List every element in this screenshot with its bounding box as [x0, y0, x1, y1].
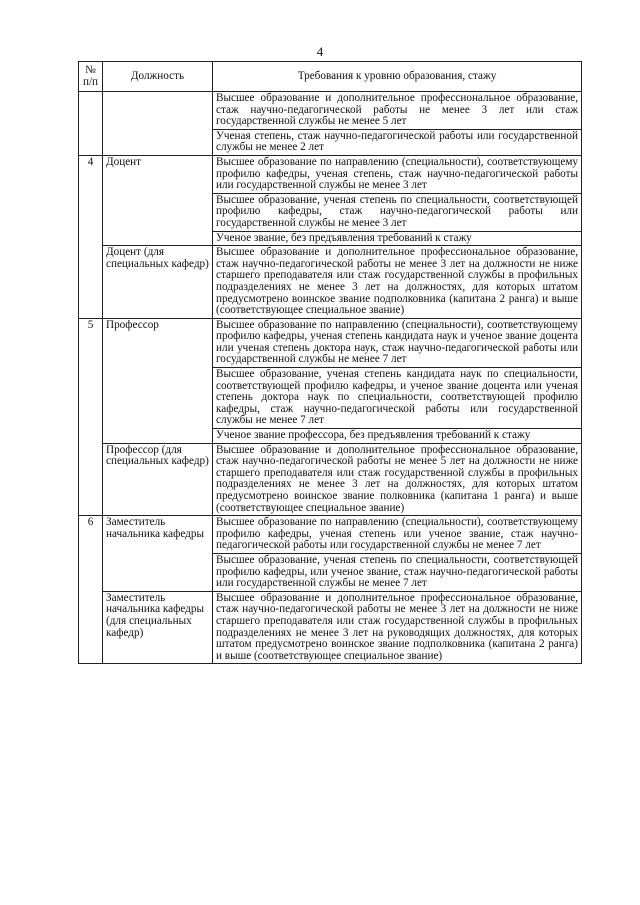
table-row — [79, 516, 582, 554]
row-position: Профессор — [103, 318, 213, 443]
table-row — [79, 246, 582, 319]
requirement-cell: Высшее образование по направлению (специальности), соответствующему профилю кафедры, ученая степень или ученое звание, стаж научно-педагогической работы или государственной службы не менее 7 лет — [213, 516, 582, 554]
row-position: Доцент — [103, 155, 213, 245]
requirement-cell: Высшее образование, ученая степень по специальности, соответствующей профилю кафедры, стаж научно-педагогической работы или государственной службы не менее 3 лет — [213, 193, 582, 231]
row-num: 5 — [79, 318, 103, 516]
row-num — [79, 92, 103, 156]
table-row — [79, 591, 582, 664]
header-requirements: Требования к уровню образования, стажу — [213, 62, 582, 92]
requirements-table — [78, 61, 582, 664]
requirement-cell: Высшее образование по направлению (специальности), соответствующему профилю кафедры, ученая степень, стаж научно-педагогической работы или государственной службы не менее 3 лет — [213, 155, 582, 193]
row-num: 6 — [79, 516, 103, 664]
requirement-cell: Высшее образование и дополнительное профессиональное образование, стаж научно-педагогической работы не менее 3 лет или стаж государственной службы не менее 5 лет — [213, 92, 582, 130]
table-row — [79, 155, 582, 193]
page-number: 4 — [316, 44, 324, 59]
table-row — [79, 92, 582, 130]
table-row — [79, 318, 582, 367]
requirement-cell: Высшее образование, ученая степень кандидата наук по специальности, соответствующей профилю кафедры, и ученое звание доцента или ученая степень доктора наук по специальности, соответствующей профилю кафедры, стаж научно-педагогической работы или государственной службы не менее 7 лет — [213, 368, 582, 429]
header-position: Должность — [103, 62, 213, 92]
requirement-cell: Высшее образование, ученая степень по специальности, соответствующей профилю кафедры, или ученое звание, стаж научно-педагогической работы или государственной службы не менее 7 лет — [213, 553, 582, 591]
requirement-cell: Высшее образование и дополнительное профессиональное образование, стаж научно-педагогической работы не менее 3 лет на должности не ниже старшего преподавателя или стаж государственной службы в профильных подразделениях не менее 3 лет на руководящих должностях, для которых штатом предусмотрено воинское звание подполковника (капитана 2 ранга) и выше (соответствующее специальное звание) — [213, 591, 582, 664]
table-header-row — [79, 62, 582, 92]
row-position — [103, 92, 213, 156]
row-num: 4 — [79, 155, 103, 318]
requirement-cell: Ученое звание, без предъявления требований к стажу — [213, 231, 582, 246]
requirement-cell: Ученое звание профессора, без предъявления требований к стажу — [213, 429, 582, 444]
row-position: Заместитель начальника кафедры — [103, 516, 213, 592]
row-position: Профессор (для специальных кафедр) — [103, 443, 213, 516]
row-position: Доцент (для специальных кафедр) — [103, 246, 213, 319]
requirement-cell: Ученая степень, стаж научно-педагогической работы или государственной службы не менее 2 лет — [213, 129, 582, 155]
requirement-cell: Высшее образование и дополнительное профессиональное образование, стаж научно-педагогической работы не менее 5 лет на должности не ниже старшего преподавателя или стаж государственной службы в профильных подразделениях не менее 3 лет на должностях, для которых штатом предусмотрено воинское звание полковника (капитана 1 ранга) и выше (соответствующее специальное звание) — [213, 443, 582, 516]
header-num: № п/п — [79, 62, 103, 92]
table-row — [79, 443, 582, 516]
requirement-cell: Высшее образование и дополнительное профессиональное образование, стаж научно-педагогической работы не менее 3 лет на должности не ниже старшего преподавателя или стаж государственной службы в профильных подразделениях не менее 3 лет на должностях, для которых штатом предусмотрено воинское звание подполковника (капитана 2 ранга) и выше (соответствующее специальное звание) — [213, 246, 582, 319]
requirement-cell: Высшее образование по направлению (специальности), соответствующему профилю кафедры, ученая степень кандидата наук и ученое звание доцента или ученая степень доктора наук, стаж научно-педагогической работы или государственной службы не менее 7 лет — [213, 318, 582, 367]
row-position: Заместитель начальника кафедры (для специальных кафедр) — [103, 591, 213, 664]
